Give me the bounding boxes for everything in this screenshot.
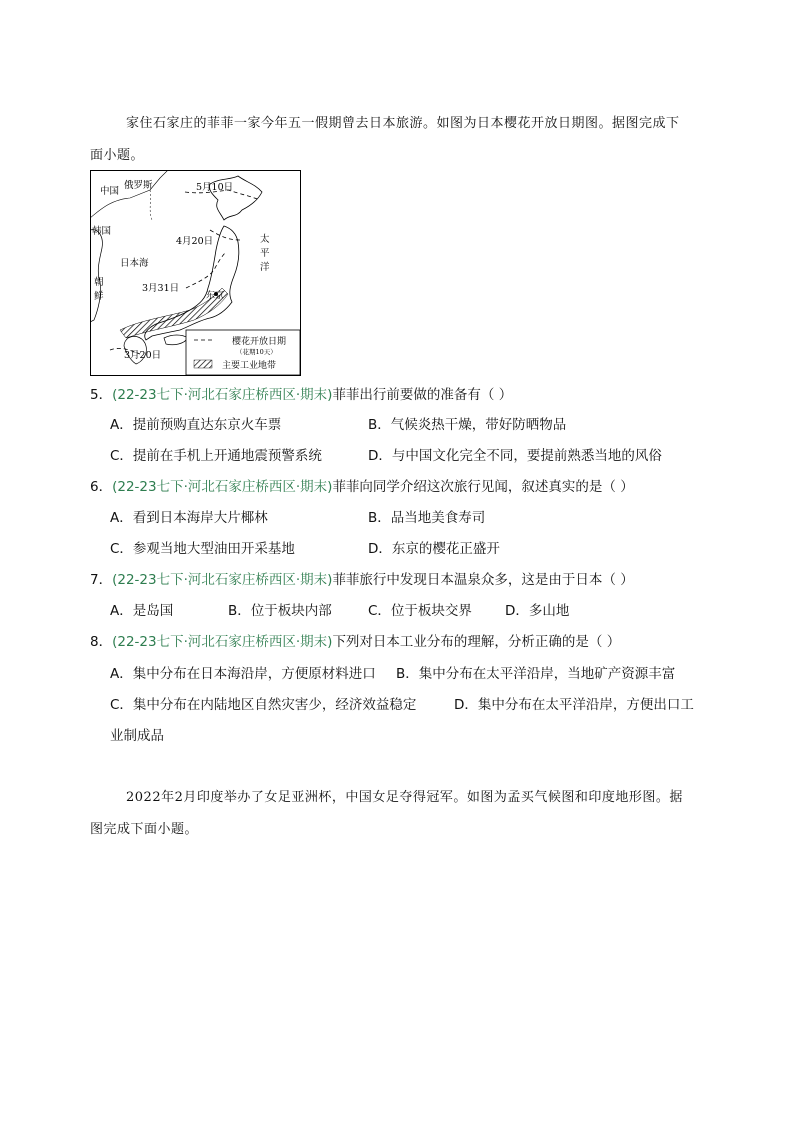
q6-option-c[interactable]: C．参观当地大型油田开采基地 [110,541,295,557]
legend-bloom-note: （花期10天） [236,348,277,356]
label-north-korea-2: 鲜 [94,291,104,302]
question-number: 7． [90,572,113,588]
legend-hatch-icon [194,360,212,368]
legend-industry: 主要工业地带 [222,361,277,371]
q8-option-c[interactable]: C．集中分布在内陆地区自然灾害少，经济效益稳定 [110,697,417,713]
question-stem: 下列对日本工业分布的理解，分析正确的是（ ） [332,634,621,650]
q5-option-b[interactable]: B．气候炎热干燥，带好防晒物品 [368,417,567,433]
q7-option-b[interactable]: B．位于板块内部 [228,603,332,619]
label-korea: 韩国 [92,226,112,237]
question-number: 5． [90,387,113,403]
intro-line-1: 家住石家庄的菲菲一家今年五一假期曾去日本旅游。如图为日本樱花开放日期图。据图完成下 [126,116,680,131]
q7-option-a[interactable]: A．是岛国 [110,603,174,619]
question-5 [90,385,512,405]
legend-bloom-line: 樱花开放日期 [232,337,287,347]
map-legend [186,330,300,375]
japan-cherry-blossom-map [90,170,301,376]
q6-option-d[interactable]: D．东京的樱花正盛开 [368,541,500,557]
q5-option-a[interactable]: A．提前预购直达东京火车票 [110,417,282,433]
question-7 [90,570,634,590]
question-source: (22-23七下·河北石家庄桥西区·期末) [112,572,333,588]
q8-option-d[interactable]: D．集中分布在太平洋沿岸，方便出口工 [454,697,694,713]
label-sea-of-japan: 日本海 [120,258,149,269]
label-date-apr20: 4月20日 [176,236,214,247]
label-pacific-1: 太 [260,234,270,245]
intro-paragraph-2 [90,782,710,846]
label-tokyo: 东京 [206,291,225,301]
question-6 [90,477,634,497]
question-number: 6． [90,479,113,495]
question-stem: 菲菲出行前要做的准备有（ ） [332,387,513,403]
question-stem: 菲菲向同学介绍这次旅行见闻，叙述真实的是（ ） [332,479,634,495]
label-pacific-2: 平 [260,248,270,259]
question-source: (22-23七下·河北石家庄桥西区·期末) [112,634,333,650]
label-russia: 俄罗斯 [124,180,153,191]
intro2-line-2: 图完成下面小题。 [90,822,199,837]
question-stem: 菲菲旅行中发现日本温泉众多，这是由于日本（ ） [332,572,634,588]
q6-option-b[interactable]: B．品当地美食寿司 [368,510,486,526]
q8-option-d-continued: 业制成品 [110,728,164,744]
label-china: 中国 [100,186,120,197]
question-8 [90,632,620,652]
label-date-mar31: 3月31日 [142,283,180,294]
label-date-mar20: 3月20日 [124,350,162,361]
question-source: (22-23七下·河北石家庄桥西区·期末) [112,479,333,495]
q8-option-a[interactable]: A．集中分布在日本海沿岸，方便原材料进口 [110,666,376,682]
intro2-line-1: 2022年2月印度举办了女足亚洲杯，中国女足夺得冠军。如图为孟买气候图和印度地形图。据 [126,790,683,805]
intro-line-2: 面小题。 [90,148,145,163]
label-date-may10: 5月10日 [196,182,234,193]
question-source: (22-23七下·河北石家庄桥西区·期末) [112,387,333,403]
q8-option-b[interactable]: B．集中分布在太平洋沿岸，当地矿产资源丰富 [396,666,676,682]
label-pacific-3: 洋 [260,262,270,273]
q7-option-d[interactable]: D．多山地 [505,603,570,619]
q6-option-a[interactable]: A．看到日本海岸大片椰林 [110,510,268,526]
q5-option-d[interactable]: D．与中国文化完全不同，要提前熟悉当地的风俗 [368,448,662,464]
q7-option-c[interactable]: C．位于板块交界 [368,603,472,619]
intro-paragraph-1 [90,108,710,172]
q5-option-c[interactable]: C．提前在手机上开通地震预警系统 [110,448,322,464]
label-north-korea-1: 朝 [94,277,104,288]
question-number: 8． [90,634,113,650]
